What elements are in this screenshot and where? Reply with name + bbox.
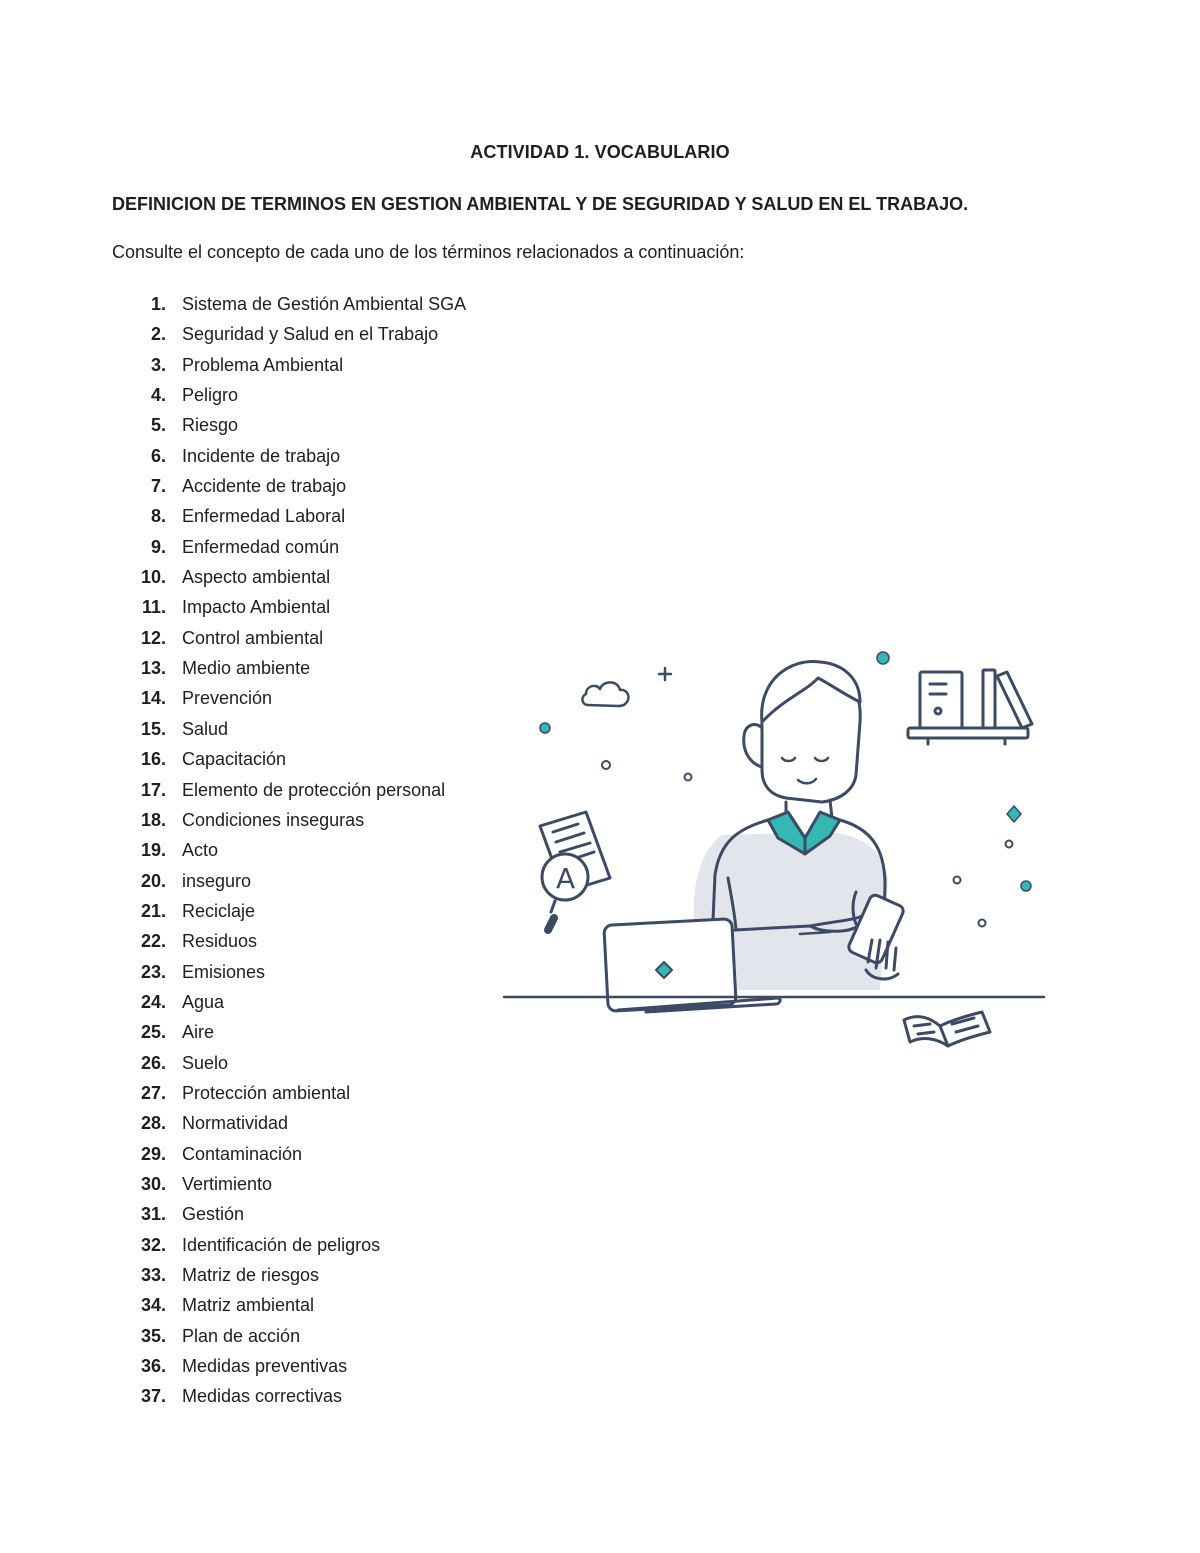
term-label: Prevención xyxy=(182,688,273,709)
term-label: Aire xyxy=(182,1022,215,1043)
term-label: Sistema de Gestión Ambiental SGA xyxy=(182,294,467,314)
dot-decoration xyxy=(602,761,610,769)
term-label: Incidente de trabajo xyxy=(182,445,341,466)
term-label: Normatividad xyxy=(182,1113,289,1134)
term-label: Plan de acción xyxy=(182,1325,301,1346)
term-number: 5. xyxy=(150,415,166,436)
term-label: Control ambiental xyxy=(182,627,324,648)
page-title: ACTIVIDAD 1. VOCABULARIO xyxy=(470,142,730,162)
dot-decoration xyxy=(1021,881,1031,891)
term-label: Vertimiento xyxy=(182,1173,273,1194)
term-label: Matriz de riesgos xyxy=(182,1265,320,1285)
term-number: 4. xyxy=(150,385,166,406)
term-number: 33. xyxy=(140,1265,166,1285)
term-number: 21. xyxy=(140,900,166,921)
term-number: 29. xyxy=(140,1143,166,1164)
dot-decoration xyxy=(1006,841,1013,848)
term-label: Protección ambiental xyxy=(182,1082,351,1103)
document-magnifier-icon xyxy=(540,812,610,930)
term-number: 26. xyxy=(140,1052,166,1073)
dot-decoration xyxy=(877,652,889,664)
term-label: Medio ambiente xyxy=(182,658,311,679)
term-number: 14. xyxy=(140,688,166,709)
term-number: 30. xyxy=(140,1173,166,1194)
term-label: Identificación de peligros xyxy=(182,1234,381,1255)
term-number: 22. xyxy=(140,931,166,952)
term-number: 37. xyxy=(140,1386,166,1407)
term-number: 28. xyxy=(140,1113,166,1134)
term-label: Matriz ambiental xyxy=(182,1295,315,1316)
term-number: 9. xyxy=(150,536,166,557)
term-label: Salud xyxy=(182,718,229,739)
magnifier-letter: A xyxy=(556,862,576,895)
term-number: 34. xyxy=(140,1295,166,1316)
term-label: Peligro xyxy=(182,385,239,406)
term-label: Problema Ambiental xyxy=(182,354,344,375)
term-number: 20. xyxy=(140,870,166,891)
term-number: 18. xyxy=(140,809,166,830)
term-label: Emisiones xyxy=(182,961,266,982)
dot-decoration xyxy=(540,723,550,733)
instruction-text: Consulte el concepto de cada uno de los términos relacionados a continuación: xyxy=(112,242,745,262)
term-number: 31. xyxy=(140,1204,166,1225)
term-label: Residuos xyxy=(182,931,258,952)
term-label: Impacto Ambiental xyxy=(182,597,331,618)
term-number: 12. xyxy=(140,627,166,648)
term-number: 24. xyxy=(140,991,166,1012)
bookshelf-icon xyxy=(908,670,1032,744)
term-number: 11. xyxy=(141,597,166,618)
term-number: 2. xyxy=(150,324,166,345)
term-label: Seguridad y Salud en el Trabajo xyxy=(182,324,439,345)
person-with-laptop-illustration xyxy=(500,640,1050,1060)
dot-decoration xyxy=(685,774,692,781)
term-number: 13. xyxy=(140,658,166,679)
term-number: 3. xyxy=(150,354,166,375)
term-label: Reciclaje xyxy=(182,900,256,921)
term-label: Acto xyxy=(182,840,219,861)
dot-decoration xyxy=(979,920,986,927)
term-label: Medidas preventivas xyxy=(182,1356,348,1377)
cloud-icon xyxy=(582,682,628,706)
open-book-icon xyxy=(904,1012,990,1046)
term-number: 1. xyxy=(150,294,166,314)
term-label: inseguro xyxy=(182,870,252,891)
term-label: Aspecto ambiental xyxy=(182,567,331,588)
term-number: 17. xyxy=(140,779,166,800)
term-number: 36. xyxy=(140,1356,166,1377)
term-number: 23. xyxy=(140,961,166,982)
term-number: 8. xyxy=(150,506,166,527)
term-number: 10. xyxy=(140,567,166,588)
term-number: 7. xyxy=(150,476,166,497)
term-number: 27. xyxy=(140,1082,166,1103)
term-label: Accidente de trabajo xyxy=(182,476,347,497)
term-number: 35. xyxy=(140,1325,166,1346)
term-label: Enfermedad común xyxy=(182,536,340,557)
term-number: 32. xyxy=(140,1234,166,1255)
term-label: Enfermedad Laboral xyxy=(182,506,346,527)
term-label: Agua xyxy=(182,991,225,1012)
term-number: 15. xyxy=(140,718,166,739)
term-number: 6. xyxy=(150,445,166,466)
term-label: Riesgo xyxy=(182,415,239,436)
term-label: Elemento de protección personal xyxy=(182,779,446,800)
term-label: Suelo xyxy=(182,1052,229,1073)
term-number: 25. xyxy=(140,1022,166,1043)
term-number: 19. xyxy=(140,840,166,861)
document-subtitle: DEFINICION DE TERMINOS EN GESTION AMBIENTAL Y DE SEGURIDAD Y SALUD EN EL TRABAJO. xyxy=(112,194,969,214)
diamond-decoration xyxy=(1007,806,1021,822)
term-label: Contaminación xyxy=(182,1143,303,1164)
plus-icon xyxy=(659,668,671,680)
person-head xyxy=(744,662,860,820)
dot-decoration xyxy=(954,877,961,884)
term-label: Gestión xyxy=(182,1204,245,1225)
term-label: Condiciones inseguras xyxy=(182,809,365,830)
term-label: Capacitación xyxy=(182,749,287,770)
term-label: Medidas correctivas xyxy=(182,1386,343,1407)
term-number: 16. xyxy=(140,749,166,770)
